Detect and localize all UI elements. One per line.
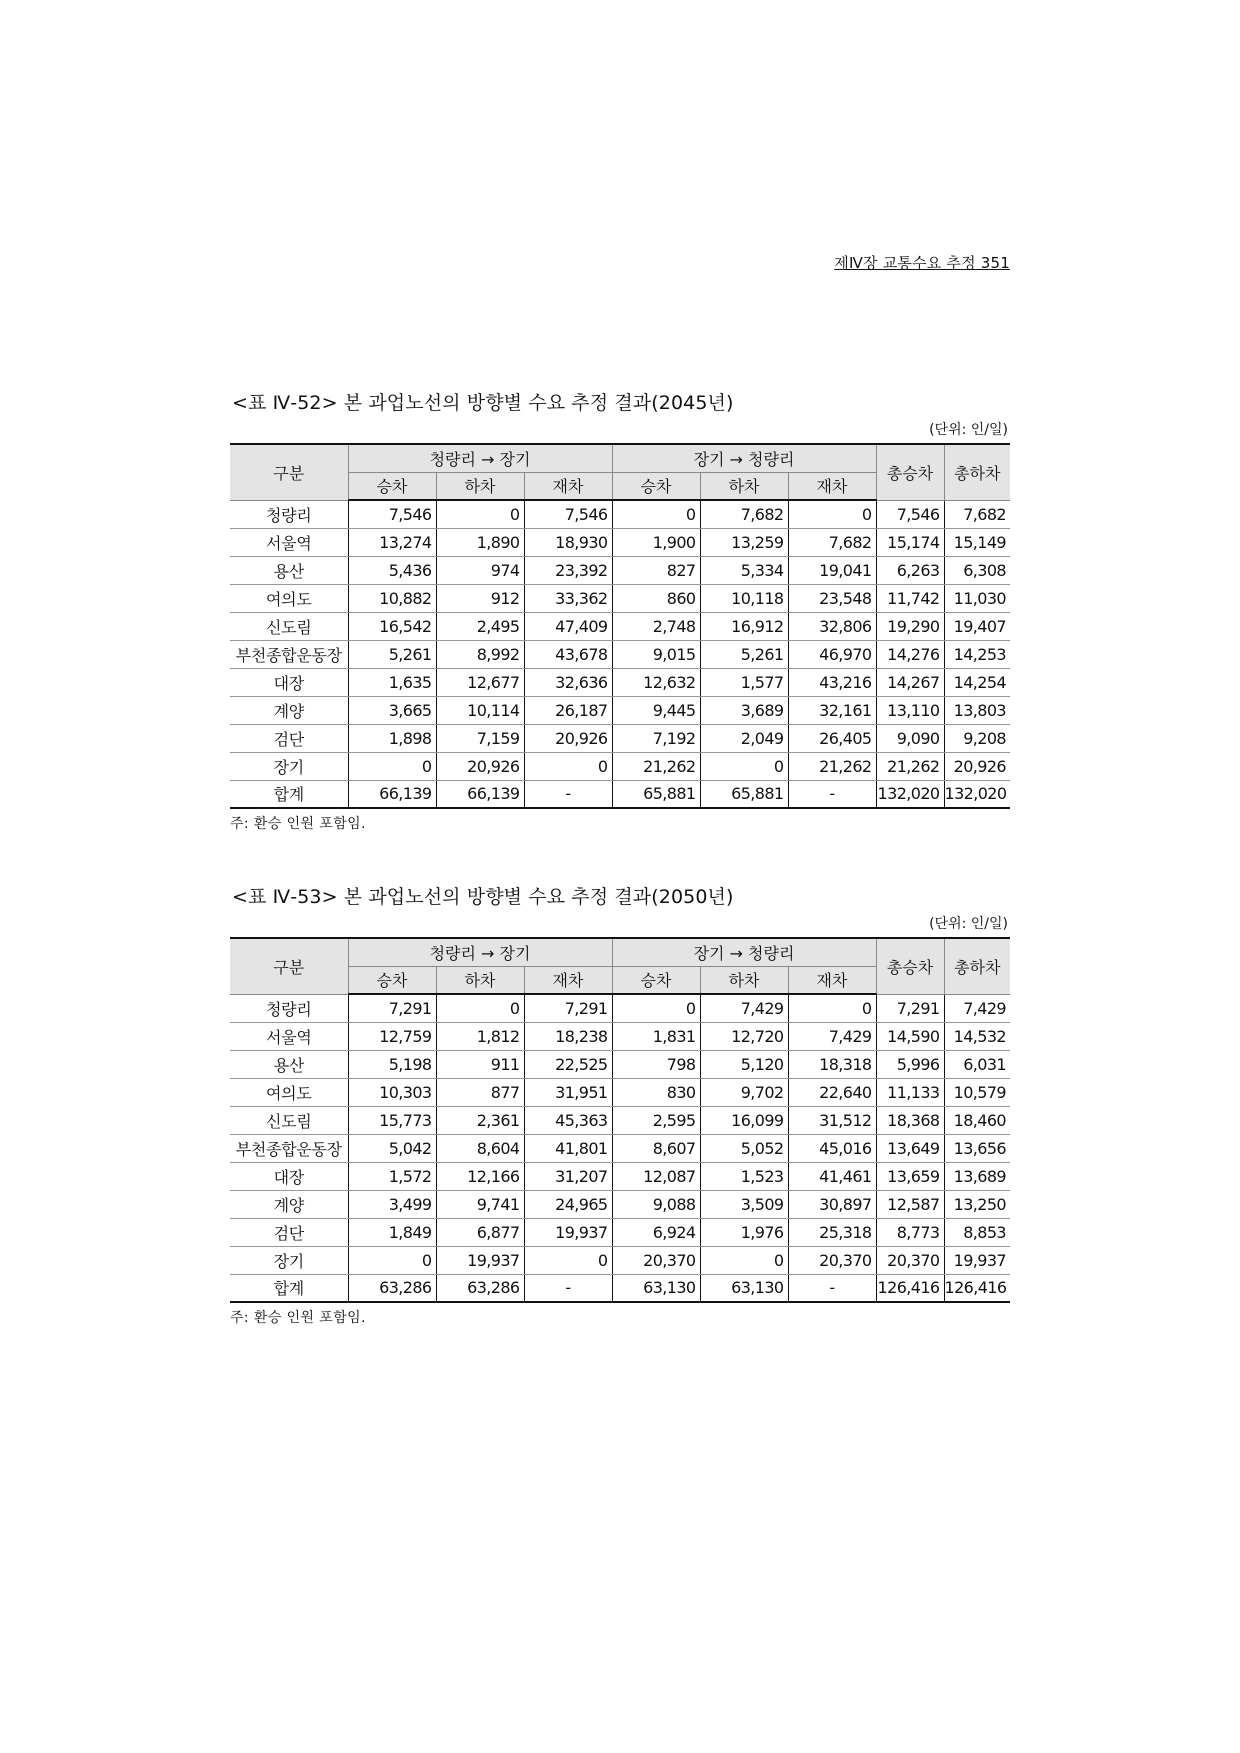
value-cell: 13,649 — [876, 1134, 944, 1162]
value-cell: 1,635 — [348, 668, 436, 696]
value-cell: 63,130 — [700, 1274, 788, 1302]
value-cell: 20,926 — [436, 752, 524, 780]
value-cell: 63,286 — [436, 1274, 524, 1302]
table-row — [230, 668, 1010, 696]
station-name-cell: 용산 — [230, 556, 348, 584]
value-cell: 126,416 — [876, 1274, 944, 1302]
station-name-cell: 신도림 — [230, 1106, 348, 1134]
value-cell: 45,016 — [788, 1134, 876, 1162]
station-name-cell: 용산 — [230, 1050, 348, 1078]
value-cell: 20,926 — [524, 724, 612, 752]
demand-table-2045 — [230, 443, 1010, 809]
value-cell: 6,924 — [612, 1218, 700, 1246]
value-cell: 19,937 — [524, 1218, 612, 1246]
table-row — [230, 780, 1010, 808]
value-cell: 7,291 — [876, 994, 944, 1022]
table-caption: <표 Ⅳ-52> 본 과업노선의 방향별 수요 추정 결과(2045년) — [232, 392, 734, 414]
table-row — [230, 1274, 1010, 1302]
value-cell: 5,120 — [700, 1050, 788, 1078]
header-alight: 하차 — [700, 966, 788, 994]
value-cell: 1,900 — [612, 528, 700, 556]
table-block-2045 — [230, 388, 1010, 833]
table-row — [230, 640, 1010, 668]
value-cell: 16,542 — [348, 612, 436, 640]
header-direction-2: 장기 → 청량리 — [612, 938, 876, 966]
value-cell: 23,392 — [524, 556, 612, 584]
table-row — [230, 1022, 1010, 1050]
header-total-board: 총승차 — [876, 938, 944, 994]
value-cell: 132,020 — [944, 780, 1010, 808]
value-cell: 3,689 — [700, 696, 788, 724]
table-body — [230, 500, 1010, 808]
station-name-cell: 서울역 — [230, 1022, 348, 1050]
unit-label: (단위: 인/일) — [929, 916, 1008, 932]
header-alight: 하차 — [436, 966, 524, 994]
table-row — [230, 1078, 1010, 1106]
running-head: 제Ⅳ장 교통수요 추정 351 — [834, 254, 1010, 272]
value-cell: 11,133 — [876, 1078, 944, 1106]
header-category: 구분 — [230, 444, 348, 500]
station-name-cell: 부천종합운동장 — [230, 640, 348, 668]
value-cell: 20,370 — [612, 1246, 700, 1274]
header-direction-2: 장기 → 청량리 — [612, 444, 876, 472]
value-cell: 63,286 — [348, 1274, 436, 1302]
value-cell: 25,318 — [788, 1218, 876, 1246]
value-cell: 2,748 — [612, 612, 700, 640]
table-row — [230, 696, 1010, 724]
header-total-alight: 총하차 — [944, 938, 1010, 994]
value-cell: 18,460 — [944, 1106, 1010, 1134]
value-cell: 1,976 — [700, 1218, 788, 1246]
value-cell: 14,253 — [944, 640, 1010, 668]
value-cell: 6,877 — [436, 1218, 524, 1246]
value-cell: 7,682 — [788, 528, 876, 556]
value-cell: 16,912 — [700, 612, 788, 640]
value-cell: 2,049 — [700, 724, 788, 752]
value-cell: 0 — [348, 752, 436, 780]
value-cell: 41,801 — [524, 1134, 612, 1162]
value-cell: 860 — [612, 584, 700, 612]
value-cell: 132,020 — [876, 780, 944, 808]
header-board: 승차 — [348, 966, 436, 994]
station-name-cell: 대장 — [230, 668, 348, 696]
value-cell: 7,429 — [700, 994, 788, 1022]
value-cell: 12,720 — [700, 1022, 788, 1050]
value-cell: 1,812 — [436, 1022, 524, 1050]
value-cell: 3,509 — [700, 1190, 788, 1218]
unit-label: (단위: 인/일) — [929, 422, 1008, 438]
value-cell: - — [524, 1274, 612, 1302]
value-cell: 7,192 — [612, 724, 700, 752]
value-cell: 7,546 — [348, 500, 436, 528]
table-row — [230, 556, 1010, 584]
table-row — [230, 1106, 1010, 1134]
header-direction-1: 청량리 → 장기 — [348, 444, 612, 472]
value-cell: 63,130 — [612, 1274, 700, 1302]
header-onboard: 재차 — [524, 472, 612, 500]
value-cell: 0 — [612, 500, 700, 528]
value-cell: 9,702 — [700, 1078, 788, 1106]
station-name-cell: 계양 — [230, 1190, 348, 1218]
value-cell: 1,523 — [700, 1162, 788, 1190]
value-cell: 21,262 — [876, 752, 944, 780]
value-cell: 20,926 — [944, 752, 1010, 780]
value-cell: 65,881 — [700, 780, 788, 808]
value-cell: 1,849 — [348, 1218, 436, 1246]
value-cell: 14,532 — [944, 1022, 1010, 1050]
value-cell: 126,416 — [944, 1274, 1010, 1302]
table-row — [230, 584, 1010, 612]
value-cell: 24,965 — [524, 1190, 612, 1218]
value-cell: 8,773 — [876, 1218, 944, 1246]
value-cell: 1,831 — [612, 1022, 700, 1050]
value-cell: 11,030 — [944, 584, 1010, 612]
value-cell: 13,259 — [700, 528, 788, 556]
value-cell: 1,572 — [348, 1162, 436, 1190]
table-row — [230, 1246, 1010, 1274]
value-cell: 2,595 — [612, 1106, 700, 1134]
value-cell: 2,361 — [436, 1106, 524, 1134]
value-cell: 6,308 — [944, 556, 1010, 584]
station-name-cell: 검단 — [230, 724, 348, 752]
demand-table-2050 — [230, 937, 1010, 1303]
station-name-cell: 합계 — [230, 1274, 348, 1302]
value-cell: 0 — [524, 1246, 612, 1274]
value-cell: 12,677 — [436, 668, 524, 696]
station-name-cell: 여의도 — [230, 1078, 348, 1106]
header-board: 승차 — [612, 966, 700, 994]
value-cell: 7,682 — [700, 500, 788, 528]
value-cell: 19,937 — [944, 1246, 1010, 1274]
value-cell: 31,512 — [788, 1106, 876, 1134]
table-caption: <표 Ⅳ-53> 본 과업노선의 방향별 수요 추정 결과(2050년) — [232, 886, 734, 908]
value-cell: 8,992 — [436, 640, 524, 668]
table-body — [230, 994, 1010, 1302]
station-name-cell: 청량리 — [230, 994, 348, 1022]
value-cell: 19,937 — [436, 1246, 524, 1274]
value-cell: 0 — [436, 500, 524, 528]
value-cell: 26,405 — [788, 724, 876, 752]
header-onboard: 재차 — [524, 966, 612, 994]
value-cell: 7,546 — [876, 500, 944, 528]
value-cell: 5,198 — [348, 1050, 436, 1078]
value-cell: 15,149 — [944, 528, 1010, 556]
value-cell: 18,930 — [524, 528, 612, 556]
header-direction-1: 청량리 → 장기 — [348, 938, 612, 966]
value-cell: 5,052 — [700, 1134, 788, 1162]
value-cell: 11,742 — [876, 584, 944, 612]
value-cell: 45,363 — [524, 1106, 612, 1134]
value-cell: 0 — [524, 752, 612, 780]
value-cell: 23,548 — [788, 584, 876, 612]
value-cell: 19,290 — [876, 612, 944, 640]
value-cell: 13,110 — [876, 696, 944, 724]
value-cell: 1,890 — [436, 528, 524, 556]
value-cell: 18,238 — [524, 1022, 612, 1050]
value-cell: 1,898 — [348, 724, 436, 752]
value-cell: 26,187 — [524, 696, 612, 724]
value-cell: 5,436 — [348, 556, 436, 584]
value-cell: 33,362 — [524, 584, 612, 612]
value-cell: 14,590 — [876, 1022, 944, 1050]
value-cell: 13,656 — [944, 1134, 1010, 1162]
table-row — [230, 724, 1010, 752]
value-cell: 13,250 — [944, 1190, 1010, 1218]
value-cell: 7,546 — [524, 500, 612, 528]
value-cell: 9,208 — [944, 724, 1010, 752]
value-cell: 14,276 — [876, 640, 944, 668]
table-row — [230, 994, 1010, 1022]
table-row — [230, 1162, 1010, 1190]
value-cell: 5,261 — [700, 640, 788, 668]
station-name-cell: 계양 — [230, 696, 348, 724]
value-cell: 13,274 — [348, 528, 436, 556]
value-cell: 5,261 — [348, 640, 436, 668]
value-cell: 31,951 — [524, 1078, 612, 1106]
value-cell: 41,461 — [788, 1162, 876, 1190]
station-name-cell: 신도림 — [230, 612, 348, 640]
value-cell: 30,897 — [788, 1190, 876, 1218]
station-name-cell: 부천종합운동장 — [230, 1134, 348, 1162]
value-cell: 8,607 — [612, 1134, 700, 1162]
header-alight: 하차 — [700, 472, 788, 500]
value-cell: 1,577 — [700, 668, 788, 696]
value-cell: 7,682 — [944, 500, 1010, 528]
value-cell: 0 — [700, 752, 788, 780]
value-cell: 0 — [788, 994, 876, 1022]
value-cell: 10,118 — [700, 584, 788, 612]
table-row — [230, 528, 1010, 556]
value-cell: 15,773 — [348, 1106, 436, 1134]
value-cell: 9,088 — [612, 1190, 700, 1218]
value-cell: 12,587 — [876, 1190, 944, 1218]
value-cell: 877 — [436, 1078, 524, 1106]
value-cell: 66,139 — [436, 780, 524, 808]
value-cell: 18,318 — [788, 1050, 876, 1078]
value-cell: 10,303 — [348, 1078, 436, 1106]
value-cell: - — [788, 1274, 876, 1302]
value-cell: 912 — [436, 584, 524, 612]
table-row — [230, 1134, 1010, 1162]
value-cell: 798 — [612, 1050, 700, 1078]
header-onboard: 재차 — [788, 472, 876, 500]
value-cell: 7,291 — [348, 994, 436, 1022]
value-cell: 12,166 — [436, 1162, 524, 1190]
value-cell: 43,216 — [788, 668, 876, 696]
value-cell: 21,262 — [788, 752, 876, 780]
table-note: 주: 환승 인원 포함임. — [230, 1310, 366, 1326]
value-cell: 9,015 — [612, 640, 700, 668]
value-cell: 8,853 — [944, 1218, 1010, 1246]
value-cell: 31,207 — [524, 1162, 612, 1190]
value-cell: 32,161 — [788, 696, 876, 724]
value-cell: 10,579 — [944, 1078, 1010, 1106]
value-cell: 0 — [436, 994, 524, 1022]
value-cell: 7,429 — [788, 1022, 876, 1050]
value-cell: 911 — [436, 1050, 524, 1078]
value-cell: 0 — [788, 500, 876, 528]
value-cell: 66,139 — [348, 780, 436, 808]
value-cell: 974 — [436, 556, 524, 584]
station-name-cell: 여의도 — [230, 584, 348, 612]
header-board: 승차 — [612, 472, 700, 500]
value-cell: 0 — [612, 994, 700, 1022]
value-cell: 20,370 — [876, 1246, 944, 1274]
value-cell: 830 — [612, 1078, 700, 1106]
table-note: 주: 환승 인원 포함임. — [230, 816, 366, 832]
value-cell: 21,262 — [612, 752, 700, 780]
value-cell: 8,604 — [436, 1134, 524, 1162]
station-name-cell: 검단 — [230, 1218, 348, 1246]
value-cell: 2,495 — [436, 612, 524, 640]
value-cell: 0 — [700, 1246, 788, 1274]
value-cell: 10,114 — [436, 696, 524, 724]
value-cell: - — [788, 780, 876, 808]
value-cell: 6,263 — [876, 556, 944, 584]
station-name-cell: 대장 — [230, 1162, 348, 1190]
value-cell: 14,254 — [944, 668, 1010, 696]
station-name-cell: 합계 — [230, 780, 348, 808]
table-row — [230, 1050, 1010, 1078]
header-board: 승차 — [348, 472, 436, 500]
value-cell: 9,445 — [612, 696, 700, 724]
value-cell: - — [524, 780, 612, 808]
value-cell: 32,636 — [524, 668, 612, 696]
table-row — [230, 752, 1010, 780]
header-alight: 하차 — [436, 472, 524, 500]
value-cell: 5,042 — [348, 1134, 436, 1162]
value-cell: 20,370 — [788, 1246, 876, 1274]
value-cell: 15,174 — [876, 528, 944, 556]
station-name-cell: 장기 — [230, 752, 348, 780]
table-row — [230, 1218, 1010, 1246]
value-cell: 0 — [348, 1246, 436, 1274]
value-cell: 32,806 — [788, 612, 876, 640]
value-cell: 13,689 — [944, 1162, 1010, 1190]
value-cell: 14,267 — [876, 668, 944, 696]
value-cell: 46,970 — [788, 640, 876, 668]
value-cell: 7,429 — [944, 994, 1010, 1022]
value-cell: 7,291 — [524, 994, 612, 1022]
value-cell: 19,041 — [788, 556, 876, 584]
table-row — [230, 500, 1010, 528]
value-cell: 19,407 — [944, 612, 1010, 640]
header-onboard: 재차 — [788, 966, 876, 994]
value-cell: 3,665 — [348, 696, 436, 724]
value-cell: 16,099 — [700, 1106, 788, 1134]
station-name-cell: 장기 — [230, 1246, 348, 1274]
table-row — [230, 612, 1010, 640]
table-block-2050 — [230, 882, 1010, 1327]
value-cell: 9,090 — [876, 724, 944, 752]
header-total-alight: 총하차 — [944, 444, 1010, 500]
value-cell: 7,159 — [436, 724, 524, 752]
value-cell: 65,881 — [612, 780, 700, 808]
header-total-board: 총승차 — [876, 444, 944, 500]
value-cell: 5,996 — [876, 1050, 944, 1078]
value-cell: 5,334 — [700, 556, 788, 584]
value-cell: 47,409 — [524, 612, 612, 640]
value-cell: 12,087 — [612, 1162, 700, 1190]
value-cell: 827 — [612, 556, 700, 584]
header-category: 구분 — [230, 938, 348, 994]
value-cell: 3,499 — [348, 1190, 436, 1218]
value-cell: 18,368 — [876, 1106, 944, 1134]
value-cell: 12,632 — [612, 668, 700, 696]
value-cell: 12,759 — [348, 1022, 436, 1050]
station-name-cell: 청량리 — [230, 500, 348, 528]
value-cell: 13,803 — [944, 696, 1010, 724]
value-cell: 22,525 — [524, 1050, 612, 1078]
value-cell: 9,741 — [436, 1190, 524, 1218]
station-name-cell: 서울역 — [230, 528, 348, 556]
table-row — [230, 1190, 1010, 1218]
value-cell: 6,031 — [944, 1050, 1010, 1078]
value-cell: 13,659 — [876, 1162, 944, 1190]
value-cell: 10,882 — [348, 584, 436, 612]
value-cell: 22,640 — [788, 1078, 876, 1106]
value-cell: 43,678 — [524, 640, 612, 668]
